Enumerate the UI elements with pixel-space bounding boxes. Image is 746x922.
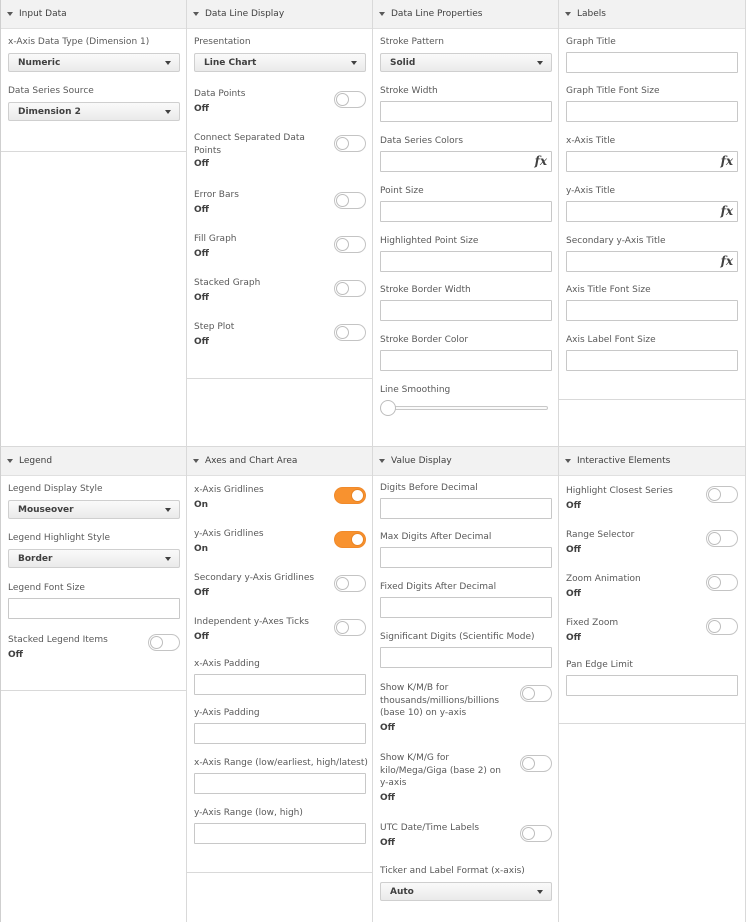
fx-icon[interactable]: fx [720, 204, 733, 218]
stacked-graph-toggle[interactable] [334, 280, 366, 297]
toggle-label: y-Axis Gridlines [194, 529, 264, 539]
field-label: Stroke Border Color [380, 335, 469, 345]
error-bars-toggle[interactable] [334, 192, 366, 209]
toggle-value: Off [194, 104, 209, 114]
kmb-toggle[interactable] [520, 685, 552, 702]
panel-header-input-data[interactable] [1, 0, 187, 29]
zoom-animation-toggle[interactable] [706, 574, 738, 591]
panel-title: Legend [19, 456, 53, 466]
caret-down-icon [565, 459, 571, 463]
pan-edge-limit-setting [566, 659, 738, 696]
field-label: Max Digits After Decimal [380, 532, 492, 542]
y-axis-title-input[interactable] [566, 201, 738, 222]
step-plot-toggle[interactable] [334, 324, 366, 341]
panel-body [187, 476, 373, 873]
toggle-value: Off [194, 632, 209, 642]
toggle-label: Data Points [194, 89, 246, 99]
max-digits-after-decimal-input[interactable] [380, 547, 552, 568]
toggle-value: Off [194, 588, 209, 598]
field-label: y-Axis Padding [194, 708, 260, 718]
select-value: Solid [390, 57, 416, 68]
line-smoothing-label: Line Smoothing [380, 385, 451, 395]
zoom-animation-setting [566, 573, 738, 600]
toggle-value: Off [566, 501, 581, 511]
y-axis-range-input[interactable] [194, 823, 366, 844]
secondary-y-axis-title-setting [566, 235, 738, 272]
panel-body [187, 29, 373, 379]
toggle-value: Off [566, 633, 581, 643]
fx-icon[interactable]: fx [720, 154, 733, 168]
caret-down-icon [565, 12, 571, 16]
toggle-value: On [194, 544, 209, 554]
toggle-knob [351, 489, 364, 502]
legend-display-style-setting [8, 483, 180, 519]
field-label: Highlighted Point Size [380, 236, 479, 246]
panel-input-data [0, 0, 187, 446]
field-label: Point Size [380, 186, 424, 196]
panel-interactive-elements [558, 446, 746, 922]
dropdown-arrow-icon [537, 61, 543, 65]
panel-body [1, 476, 187, 691]
toggle-knob [336, 326, 349, 339]
line-smoothing-setting [380, 384, 552, 416]
toggle-knob [336, 238, 349, 251]
panel-body [373, 29, 559, 445]
toggle-knob [522, 757, 535, 770]
fixed-zoom-setting [566, 617, 738, 644]
error-bars-setting [194, 189, 366, 216]
ticker-format-select[interactable] [380, 882, 552, 901]
axis-label-font-size-input[interactable] [566, 350, 738, 371]
x-axis-padding-setting [194, 658, 366, 695]
pan-edge-limit-input[interactable] [566, 675, 738, 696]
dropdown-arrow-icon [351, 61, 357, 65]
toggle-value: Off [194, 293, 209, 303]
panel-title: Interactive Elements [577, 456, 671, 466]
highlighted-point-size-input[interactable] [380, 251, 552, 272]
kmg-setting [380, 752, 509, 804]
legend-highlight-style-label: Legend Highlight Style [8, 533, 111, 543]
graph-title-font-size-input[interactable] [566, 101, 738, 122]
data-series-colors-input[interactable] [380, 151, 552, 172]
toggle-label: Connect Separated Data Points [194, 133, 305, 156]
field-label: Digits Before Decimal [380, 483, 478, 493]
field-label: Graph Title [566, 37, 616, 47]
legend-highlight-style-setting [8, 532, 180, 568]
secondary-y-gridlines-toggle[interactable] [334, 575, 366, 592]
panel-body [1, 29, 187, 152]
field-label: Graph Title Font Size [566, 86, 660, 96]
toggle-knob [708, 576, 721, 589]
panel-header-data-line-properties[interactable] [373, 0, 559, 29]
data-points-toggle[interactable] [334, 91, 366, 108]
panel-data-line-display [186, 0, 373, 446]
dropdown-arrow-icon [537, 890, 543, 894]
dropdown-arrow-icon [165, 508, 171, 512]
slider-track [384, 406, 548, 410]
toggle-value: Off [194, 249, 209, 259]
toggle-value: Off [8, 650, 23, 660]
axis-title-font-size-input[interactable] [566, 300, 738, 321]
stroke-pattern-select[interactable] [380, 53, 552, 72]
highlight-closest-setting [566, 485, 738, 512]
x-axis-type-select[interactable] [8, 53, 180, 72]
panel-title: Axes and Chart Area [205, 456, 298, 466]
presentation-setting [194, 36, 366, 72]
panel-body [373, 476, 559, 922]
stroke-border-width-setting [380, 284, 552, 321]
field-label: y-Axis Title [566, 186, 616, 196]
field-label: x-Axis Title [566, 136, 616, 146]
legend-font-size-setting [8, 582, 180, 619]
toggle-value: On [194, 500, 209, 510]
secondary-y-axis-title-input[interactable] [566, 251, 738, 272]
select-value: Border [18, 553, 53, 564]
secondary-y-gridlines-setting [194, 572, 366, 599]
fixed-digits-after-decimal-input[interactable] [380, 597, 552, 618]
toggle-label: Show K/M/G for kilo/Mega/Giga (base 2) on y-axis [380, 753, 502, 788]
toggle-knob [336, 577, 349, 590]
panel-axes-chart-area [186, 446, 373, 922]
panel-header-data-line-display[interactable] [187, 0, 373, 29]
stacked-legend-toggle[interactable] [148, 634, 180, 651]
independent-y-ticks-toggle[interactable] [334, 619, 366, 636]
toggle-knob [336, 194, 349, 207]
y-axis-padding-setting [194, 707, 366, 744]
field-label: Stroke Width [380, 86, 438, 96]
field-label: Significant Digits (Scientific Mode) [380, 632, 535, 642]
line-smoothing-slider[interactable] [380, 400, 552, 416]
toggle-knob [522, 687, 535, 700]
x-axis-gridlines-toggle[interactable] [334, 487, 366, 504]
y-axis-range-setting [194, 807, 366, 844]
slider-handle[interactable] [380, 400, 396, 416]
x-axis-type-setting [8, 36, 180, 72]
panel-title: Value Display [391, 456, 452, 466]
select-value: Mouseover [18, 504, 74, 515]
range-selector-toggle[interactable] [706, 530, 738, 547]
y-axis-title-setting [566, 185, 738, 222]
field-label: Data Series Colors [380, 136, 464, 146]
series-source-label: Data Series Source [8, 86, 94, 96]
legend-display-style-label: Legend Display Style [8, 484, 103, 494]
select-value: Dimension 2 [18, 106, 81, 117]
toggle-value: Off [566, 545, 581, 555]
dropdown-arrow-icon [165, 110, 171, 114]
presentation-label: Presentation [194, 37, 251, 47]
x-axis-gridlines-setting [194, 484, 366, 511]
toggle-label: x-Axis Gridlines [194, 485, 264, 495]
toggle-value: Off [566, 589, 581, 599]
toggle-label: Stacked Graph [194, 278, 261, 288]
field-label: Fixed Digits After Decimal [380, 582, 497, 592]
toggle-value: Off [380, 792, 395, 803]
field-label: Stroke Border Width [380, 285, 471, 295]
toggle-label: Error Bars [194, 190, 239, 200]
fx-icon[interactable]: fx [534, 154, 547, 168]
panel-header-labels[interactable] [559, 0, 745, 29]
caret-down-icon [193, 459, 199, 463]
field-label: Axis Label Font Size [566, 335, 656, 345]
field-label: Secondary y-Axis Title [566, 236, 666, 246]
toggle-knob [708, 532, 721, 545]
kmb-setting [380, 682, 509, 734]
toggle-label: Fill Graph [194, 234, 237, 244]
panel-header-interactive[interactable] [559, 447, 745, 476]
toggle-knob [522, 827, 535, 840]
point-size-setting [380, 185, 552, 222]
digits-before-decimal-setting [380, 482, 552, 519]
caret-down-icon [7, 12, 13, 16]
fill-graph-toggle[interactable] [334, 236, 366, 253]
point-size-input[interactable] [380, 201, 552, 222]
kmg-toggle[interactable] [520, 755, 552, 772]
toggle-knob [708, 620, 721, 633]
toggle-label: Zoom Animation [566, 574, 641, 584]
legend-font-size-input[interactable] [8, 598, 180, 619]
field-label: x-Axis Padding [194, 659, 260, 669]
data-points-setting [194, 88, 366, 115]
toggle-knob [336, 621, 349, 634]
select-value: Numeric [18, 57, 61, 68]
toggle-knob [336, 282, 349, 295]
stacked-legend-setting [8, 634, 180, 661]
caret-down-icon [379, 12, 385, 16]
panel-header-value-display[interactable] [373, 447, 559, 476]
series-source-setting [8, 85, 180, 121]
caret-down-icon [193, 12, 199, 16]
stacked-graph-setting [194, 277, 366, 304]
panel-title: Input Data [19, 9, 67, 19]
y-axis-gridlines-toggle[interactable] [334, 531, 366, 548]
max-digits-after-decimal-setting [380, 531, 552, 568]
x-axis-range-setting [194, 757, 366, 794]
fill-graph-setting [194, 233, 366, 260]
panel-title: Labels [577, 9, 606, 19]
x-axis-title-setting [566, 135, 738, 172]
toggle-label: Range Selector [566, 530, 635, 540]
caret-down-icon [379, 459, 385, 463]
connect-points-setting [194, 132, 313, 170]
panel-title: Data Line Display [205, 9, 285, 19]
toggle-label: UTC Date/Time Labels [380, 823, 480, 833]
stroke-width-setting [380, 85, 552, 122]
highlight-closest-toggle[interactable] [706, 486, 738, 503]
field-label: Axis Title Font Size [566, 285, 651, 295]
panel-body [559, 29, 745, 400]
toggle-knob [708, 488, 721, 501]
step-plot-setting [194, 321, 366, 348]
select-value: Auto [390, 886, 414, 897]
stroke-border-width-input[interactable] [380, 300, 552, 321]
ticker-format-label: Ticker and Label Format (x-axis) [380, 866, 525, 876]
graph-title-setting [566, 36, 738, 73]
fx-icon[interactable]: fx [720, 254, 733, 268]
legend-font-size-label: Legend Font Size [8, 583, 85, 593]
utc-labels-toggle[interactable] [520, 825, 552, 842]
y-axis-padding-input[interactable] [194, 723, 366, 744]
toggle-value: Off [380, 838, 395, 848]
toggle-value: Off [380, 722, 395, 733]
highlighted-point-size-setting [380, 235, 552, 272]
significant-digits-input[interactable] [380, 647, 552, 668]
connect-points-toggle[interactable] [334, 135, 366, 152]
select-value: Line Chart [204, 57, 257, 68]
y-axis-gridlines-setting [194, 528, 366, 555]
toggle-label: Independent y-Axes Ticks [194, 617, 309, 627]
independent-y-ticks-setting [194, 616, 366, 643]
toggle-label: Fixed Zoom [566, 618, 619, 628]
toggle-knob [336, 137, 349, 150]
legend-highlight-style-select[interactable] [8, 549, 180, 568]
digits-before-decimal-input[interactable] [380, 498, 552, 519]
toggle-label: Highlight Closest Series [566, 486, 673, 496]
toggle-value: Off [194, 205, 209, 215]
presentation-select[interactable] [194, 53, 366, 72]
panel-title: Data Line Properties [391, 9, 483, 19]
dropdown-arrow-icon [165, 61, 171, 65]
range-selector-setting [566, 529, 738, 556]
fixed-zoom-toggle[interactable] [706, 618, 738, 635]
toggle-label: Stacked Legend Items [8, 635, 108, 645]
pan-edge-limit-label: Pan Edge Limit [566, 660, 633, 670]
x-axis-title-input[interactable] [566, 151, 738, 172]
toggle-label: Secondary y-Axis Gridlines [194, 573, 315, 583]
stroke-pattern-setting [380, 36, 552, 72]
utc-labels-setting [380, 822, 552, 849]
series-source-select[interactable] [8, 102, 180, 121]
x-axis-padding-input[interactable] [194, 674, 366, 695]
graph-title-input[interactable] [566, 52, 738, 73]
axis-label-font-size-setting [566, 334, 738, 371]
fixed-digits-after-decimal-setting [380, 581, 552, 618]
data-series-colors-setting [380, 135, 552, 172]
toggle-knob [351, 533, 364, 546]
toggle-knob [150, 636, 163, 649]
toggle-label: Step Plot [194, 322, 235, 332]
stroke-border-color-input[interactable] [380, 350, 552, 371]
stroke-width-input[interactable] [380, 101, 552, 122]
panel-header-axes[interactable] [187, 447, 373, 476]
significant-digits-setting [380, 631, 552, 668]
ticker-format-setting [380, 865, 552, 901]
panel-labels [558, 0, 746, 446]
dropdown-arrow-icon [165, 557, 171, 561]
panel-body [559, 476, 745, 724]
toggle-value: Off [194, 159, 209, 169]
stroke-pattern-label: Stroke Pattern [380, 37, 444, 47]
field-label: x-Axis Range (low/earliest, high/latest) [194, 758, 368, 768]
x-axis-range-input[interactable] [194, 773, 366, 794]
x-axis-type-label: x-Axis Data Type (Dimension 1) [8, 37, 150, 47]
stroke-border-color-setting [380, 334, 552, 371]
graph-title-font-size-setting [566, 85, 738, 122]
caret-down-icon [7, 459, 13, 463]
panel-data-line-properties [372, 0, 559, 446]
field-label: y-Axis Range (low, high) [194, 808, 303, 818]
legend-display-style-select[interactable] [8, 500, 180, 519]
toggle-knob [336, 93, 349, 106]
panel-value-display [372, 446, 559, 922]
panel-legend [0, 446, 187, 922]
toggle-value: Off [194, 337, 209, 347]
axis-title-font-size-setting [566, 284, 738, 321]
toggle-label: Show K/M/B for thousands/millions/billions (base 10) on y-axis [380, 683, 500, 718]
panel-header-legend[interactable] [1, 447, 187, 476]
